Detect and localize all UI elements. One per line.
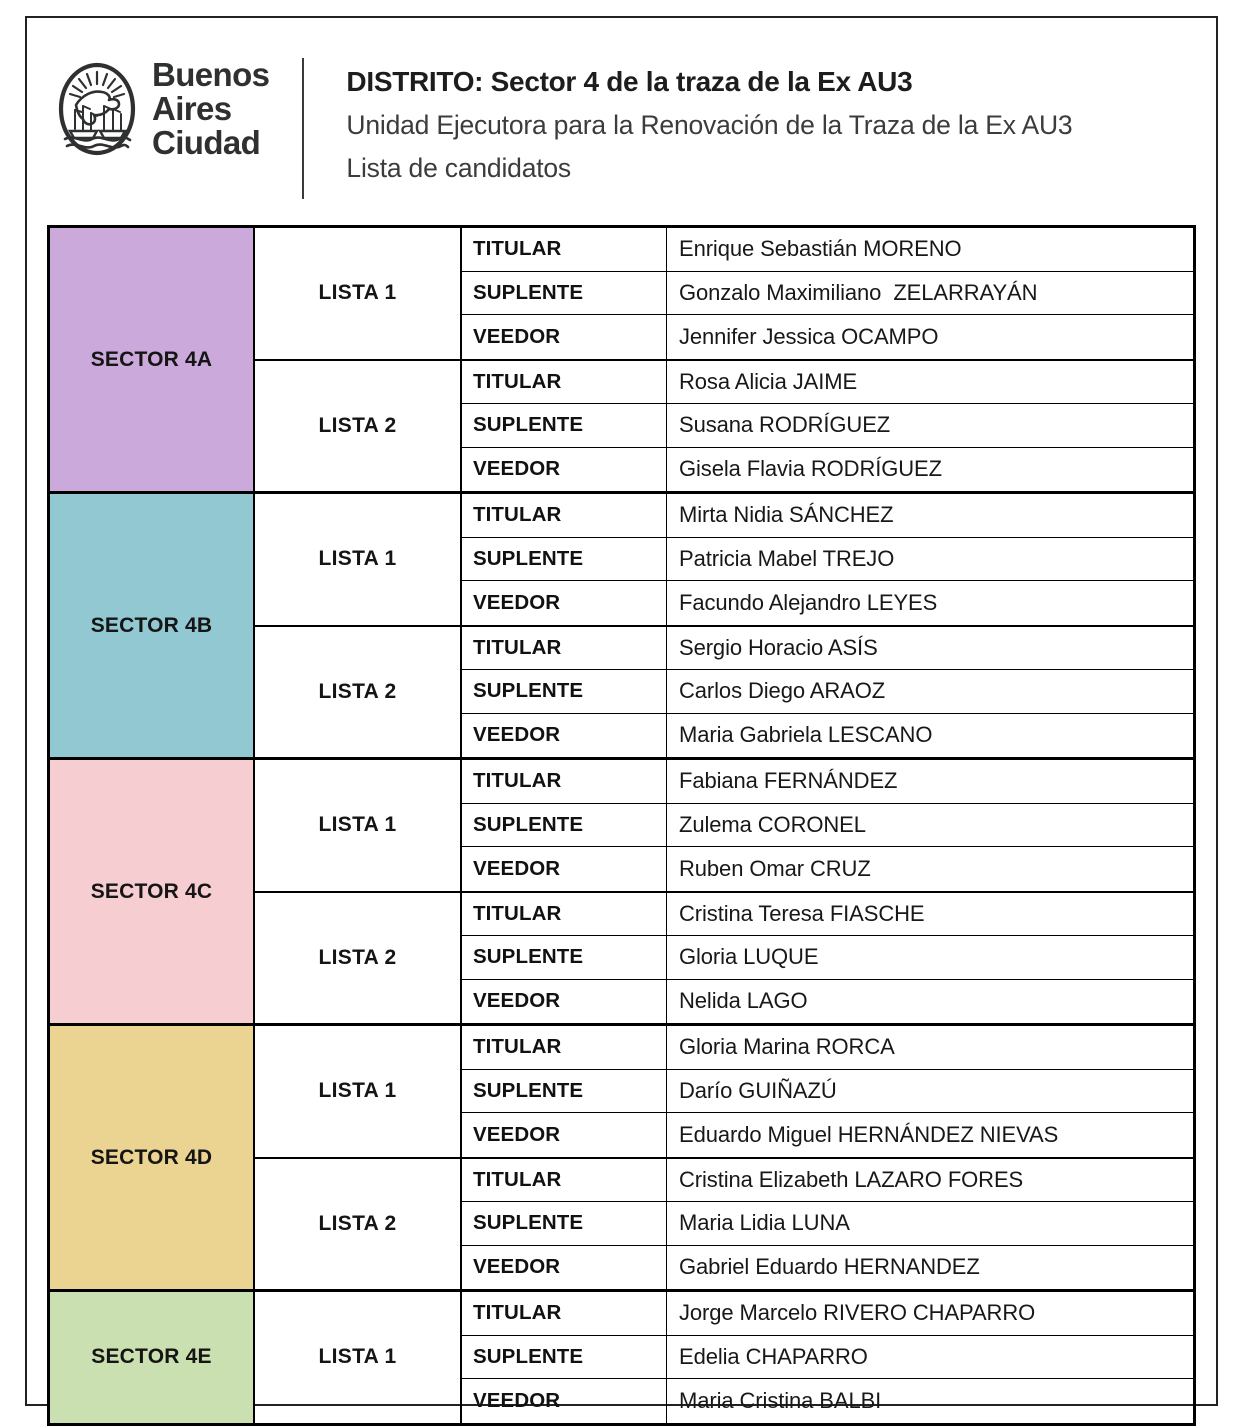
table-row [462,1113,1193,1157]
role-label: TITULAR [462,893,667,936]
table-row [462,627,1193,671]
list-group [255,1292,1193,1423]
candidate-name: Fabiana FERNÁNDEZ [679,768,898,794]
list-group [255,361,1193,492]
candidate-name: Maria Lidia LUNA [679,1210,850,1236]
document-subtitle-list: Lista de candidatos [346,153,571,183]
logo-wordmark [152,58,269,160]
document-header [56,52,1186,207]
table-row [462,1026,1193,1070]
candidate-name: Enrique Sebastián MORENO [679,236,962,262]
candidate-rows [462,361,1193,492]
list-label: LISTA 1 [255,494,462,625]
list-group [255,893,1193,1024]
list-label: LISTA 1 [255,1026,462,1157]
table-row [462,1379,1193,1423]
list-group [255,627,1193,758]
role-label: TITULAR [462,1159,667,1202]
list-label: LISTA 2 [255,893,462,1024]
table-row [462,581,1193,625]
role-label: SUPLENTE [462,1336,667,1379]
table-row [462,315,1193,359]
role-label: TITULAR [462,1292,667,1335]
table-row [462,1202,1193,1246]
sector-label: SECTOR 4A [50,228,255,491]
role-label: TITULAR [462,494,667,537]
role-label: SUPLENTE [462,804,667,847]
candidate-rows [462,893,1193,1024]
role-label: VEEDOR [462,581,667,625]
candidate-rows [462,1026,1193,1157]
candidate-name: Cristina Teresa FIASCHE [679,900,925,926]
table-row [462,228,1193,272]
candidate-name: Maria Gabriela LESCANO [679,722,933,748]
candidate-name: Gloria LUQUE [679,944,819,970]
role-label: VEEDOR [462,1246,667,1290]
list-label: LISTA 1 [255,228,462,359]
role-label: VEEDOR [462,847,667,891]
candidate-name: Maria Cristina BALBI [679,1387,882,1413]
document-subtitle-organization: Unidad Ejecutora para la Renovación de la Traza de la Ex AU3 [346,110,1073,140]
table-row [462,893,1193,937]
candidate-rows [462,760,1193,891]
sector-label: SECTOR 4D [50,1026,255,1289]
table-row [462,404,1193,448]
candidate-name: Sergio Horacio ASÍS [679,634,878,660]
logo-line-2: Aires [152,89,232,127]
candidate-name: Patricia Mabel TREJO [679,545,895,571]
role-label: SUPLENTE [462,538,667,581]
role-label: TITULAR [462,361,667,404]
table-row [462,538,1193,582]
role-label: SUPLENTE [462,670,667,713]
candidate-rows [462,228,1193,359]
table-row [462,1336,1193,1380]
sector-lists [255,494,1193,757]
logo-line-3: Ciudad [152,123,261,161]
list-label: LISTA 1 [255,760,462,891]
sector-label: SECTOR 4B [50,494,255,757]
table-row [462,1070,1193,1114]
candidate-name: Zulema CORONEL [679,811,866,837]
role-label: TITULAR [462,228,667,271]
list-group [255,760,1193,893]
sector-block [50,228,1193,494]
role-label: VEEDOR [462,1113,667,1157]
sector-lists [255,1026,1193,1289]
table-row [462,714,1193,758]
candidate-name: Gloria Marina RORCA [679,1034,895,1060]
candidate-name: Mirta Nidia SÁNCHEZ [679,502,894,528]
table-row [462,494,1193,538]
list-label: LISTA 2 [255,361,462,492]
role-label: SUPLENTE [462,936,667,979]
role-label: SUPLENTE [462,404,667,447]
candidate-name: Jennifer Jessica OCAMPO [679,323,939,349]
list-group [255,494,1193,627]
buenos-aires-crest-icon [56,61,138,157]
role-label: VEEDOR [462,980,667,1024]
sector-label: SECTOR 4E [50,1292,255,1423]
candidate-name: Gabriel Eduardo HERNANDEZ [679,1254,980,1280]
table-row [462,448,1193,492]
document-title: DISTRITO: Sector 4 de la traza de la Ex AU3 [346,66,913,97]
header-divider [302,58,304,199]
candidate-name: Ruben Omar CRUZ [679,855,871,881]
list-label: LISTA 1 [255,1292,462,1423]
list-group [255,1026,1193,1159]
role-label: SUPLENTE [462,1070,667,1113]
table-row [462,1292,1193,1336]
role-label: TITULAR [462,1026,667,1069]
table-row [462,980,1193,1024]
role-label: VEEDOR [462,1379,667,1423]
candidate-name: Eduardo Miguel HERNÁNDEZ NIEVAS [679,1121,1059,1147]
candidate-name: Edelia CHAPARRO [679,1343,868,1369]
buenos-aires-logo [56,52,269,160]
list-label: LISTA 2 [255,627,462,758]
candidate-rows [462,1292,1193,1423]
sector-label: SECTOR 4C [50,760,255,1023]
table-row [462,847,1193,891]
list-group [255,1159,1193,1290]
candidate-name: Jorge Marcelo RIVERO CHAPARRO [679,1300,1036,1326]
candidate-name: Susana RODRÍGUEZ [679,412,891,438]
candidate-rows [462,1159,1193,1290]
logo-line-1: Buenos [152,56,270,93]
list-group [255,228,1193,361]
candidate-name: Gisela Flavia RODRÍGUEZ [679,456,942,482]
role-label: SUPLENTE [462,272,667,315]
role-label: VEEDOR [462,448,667,492]
candidate-name: Darío GUIÑAZÚ [679,1077,837,1103]
table-row [462,670,1193,714]
table-row [462,1246,1193,1290]
table-row [462,760,1193,804]
table-row [462,361,1193,405]
table-row [462,936,1193,980]
candidate-name: Rosa Alicia JAIME [679,368,858,394]
candidate-rows [462,494,1193,625]
sector-block [50,494,1193,760]
sector-block [50,760,1193,1026]
role-label: TITULAR [462,760,667,803]
candidate-name: Gonzalo Maximiliano ZELARRAYÁN [679,279,1038,305]
role-label: VEEDOR [462,714,667,758]
sector-lists [255,760,1193,1023]
sector-block [50,1292,1193,1423]
role-label: SUPLENTE [462,1202,667,1245]
role-label: TITULAR [462,627,667,670]
role-label: VEEDOR [462,315,667,359]
list-label: LISTA 2 [255,1159,462,1290]
header-text-block [346,52,1186,196]
sector-lists [255,1292,1193,1423]
sector-block [50,1026,1193,1292]
candidate-name: Nelida LAGO [679,988,808,1014]
sector-lists [255,228,1193,491]
candidate-name: Carlos Diego ARAOZ [679,678,886,704]
table-row [462,804,1193,848]
table-row [462,272,1193,316]
table-row [462,1159,1193,1203]
candidate-rows [462,627,1193,758]
candidates-table [47,225,1196,1426]
candidate-name: Facundo Alejandro LEYES [679,589,938,615]
candidate-name: Cristina Elizabeth LAZARO FORES [679,1166,1024,1192]
